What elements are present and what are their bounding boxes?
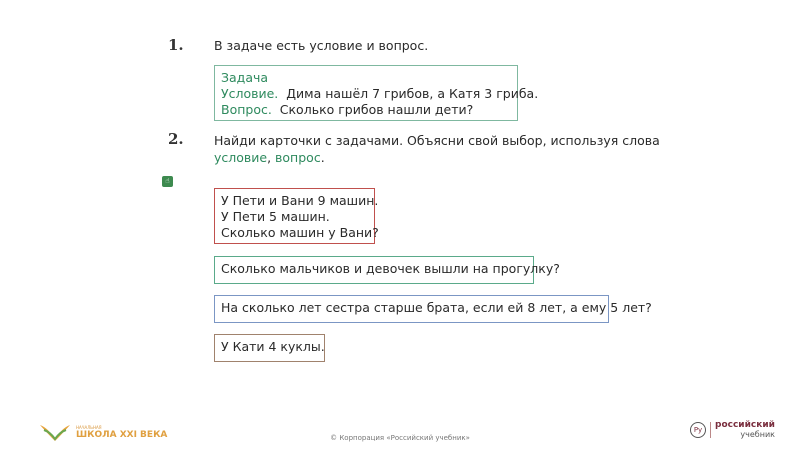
card-line: Сколько мальчиков и девочек вышли на прогулку?: [221, 261, 560, 276]
task-card[interactable]: [214, 256, 560, 284]
logo-small-text: НАЧАЛЬНАЯ: [76, 424, 102, 430]
logo-text: ШКОЛА XXI ВЕКА: [76, 429, 168, 440]
card-line: На сколько лет сестра старше брата, если ей 8 лет, а ему 5 лет?: [221, 300, 652, 315]
task2-instruction: Найди карточки с задачами. Объясни свой выбор, используя слова: [214, 133, 660, 148]
publisher-name-2: учебник: [740, 430, 775, 439]
separator: ,: [267, 150, 276, 165]
condition-text: Дима нашёл 7 грибов, а Катя 3 гриба.: [286, 86, 539, 101]
publisher-logo: [690, 421, 775, 439]
task2-number: 2.: [168, 130, 184, 148]
task-card[interactable]: [214, 295, 652, 323]
task2-text: [214, 132, 660, 166]
task1-text: В задаче есть условие и вопрос.: [214, 38, 429, 53]
hand-icon[interactable]: ☝: [162, 176, 173, 187]
keyword-condition: условие: [214, 150, 268, 165]
example-title: Задача: [221, 70, 269, 85]
period: .: [320, 150, 325, 165]
task-card[interactable]: [214, 334, 325, 362]
card-line: Сколько машин у Вани?: [221, 225, 379, 240]
publisher-name-1: российский: [715, 420, 775, 430]
card-line: У Пети 5 машин.: [221, 209, 330, 224]
keyword-question: вопрос: [275, 150, 321, 165]
condition-label: Условие.: [221, 86, 279, 101]
copyright: © Корпорация «Российский учебник»: [330, 434, 470, 442]
card-line: У Кати 4 куклы.: [221, 339, 325, 354]
question-label: Вопрос.: [221, 102, 272, 117]
task-card[interactable]: [214, 188, 379, 244]
ru-mark-icon: Ру: [690, 422, 706, 438]
task1-number: 1.: [168, 36, 184, 54]
example-task-box: [214, 65, 539, 121]
question-text: Сколько грибов нашли дети?: [279, 102, 474, 117]
card-line: У Пети и Вани 9 машин.: [221, 193, 379, 208]
